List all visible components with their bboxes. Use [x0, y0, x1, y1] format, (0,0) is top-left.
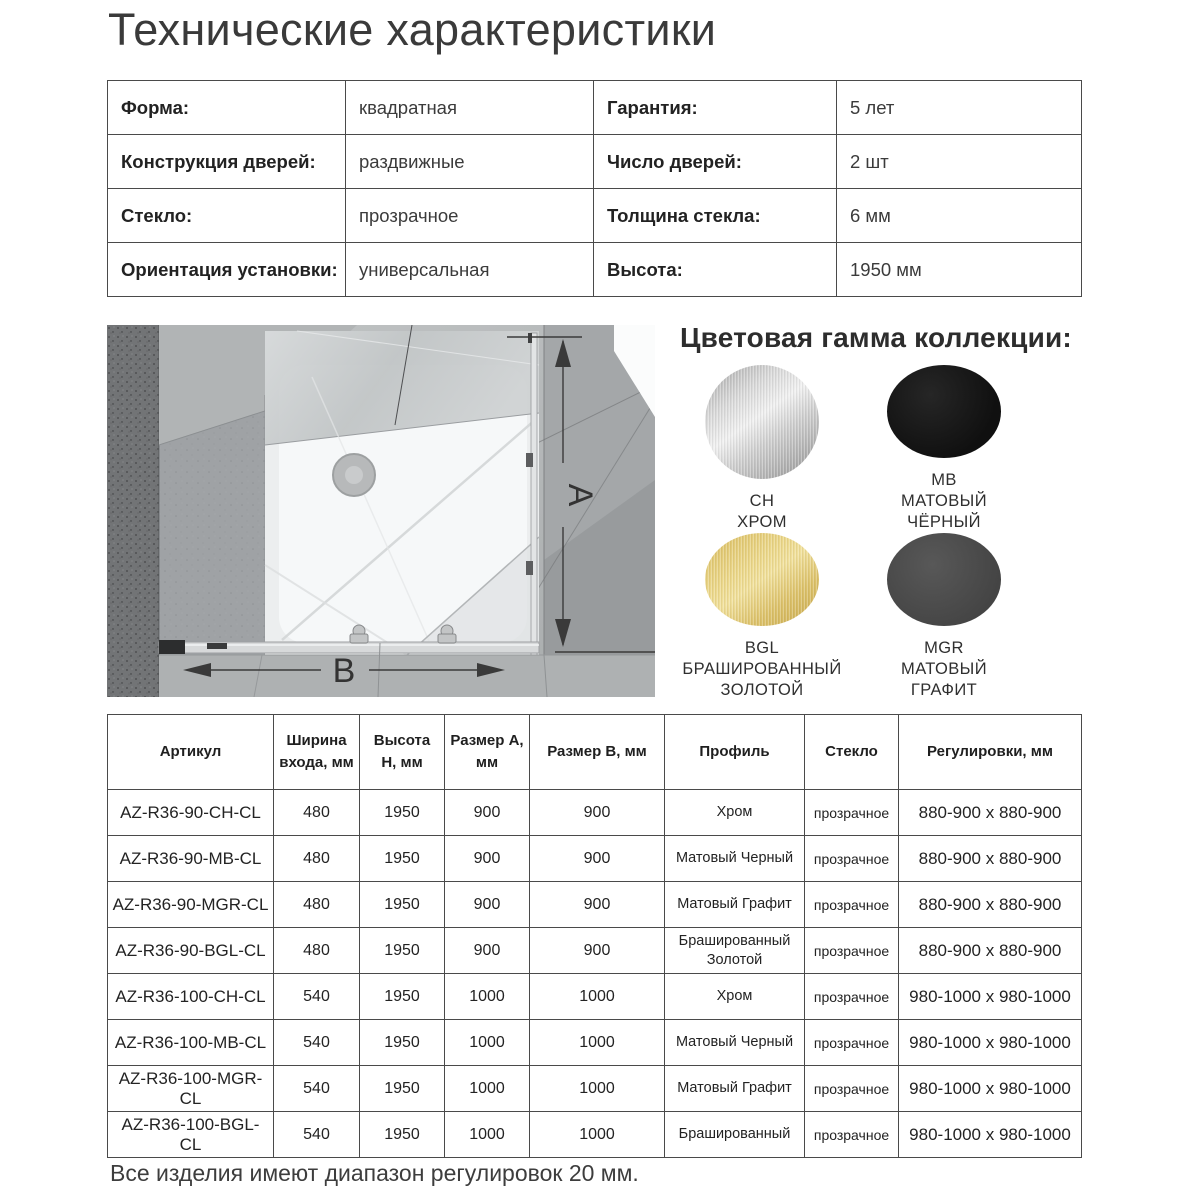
col-header-height: Высота H, мм	[360, 715, 445, 790]
swatch-code: CH	[749, 491, 775, 510]
cell-profile: Матовый Черный	[665, 836, 805, 882]
spec-label: Толщина стекла:	[594, 189, 837, 243]
col-header-adjustments: Регулировки, мм	[899, 715, 1082, 790]
cell-profile: Хром	[665, 790, 805, 836]
cell-size-b: 900	[530, 882, 665, 928]
table-row	[108, 836, 1082, 882]
table-header-row	[108, 715, 1082, 790]
cell-size-a: 1000	[445, 1020, 530, 1066]
col-header-article: Артикул	[108, 715, 274, 790]
swatch-name-line: ГРАФИТ	[910, 680, 978, 699]
table-row	[108, 1112, 1082, 1158]
cell-glass: прозрачное	[805, 1112, 899, 1158]
cell-size-b: 1000	[530, 974, 665, 1020]
cell-height: 1950	[360, 1112, 445, 1158]
cell-glass: прозрачное	[805, 882, 899, 928]
spec-value: прозрачное	[346, 189, 594, 243]
gold-color-swatch-icon	[705, 533, 819, 626]
cell-adjustments: 980-1000 x 980-1000	[899, 1020, 1082, 1066]
spec-row	[108, 135, 1082, 189]
cell-size-b: 1000	[530, 1020, 665, 1066]
cell-glass: прозрачное	[805, 928, 899, 974]
cell-height: 1950	[360, 790, 445, 836]
swatch-code: BGL	[744, 638, 780, 657]
col-header-entry-width: Ширина входа, мм	[274, 715, 360, 790]
table-row	[108, 974, 1082, 1020]
cell-adjustments: 980-1000 x 980-1000	[899, 1066, 1082, 1112]
cell-adjustments: 880-900 x 880-900	[899, 928, 1082, 974]
shower-tray	[265, 325, 539, 655]
cell-height: 1950	[360, 882, 445, 928]
color-palette-section	[671, 322, 1091, 701]
col-header-size-b: Размер B, мм	[530, 715, 665, 790]
swatch-grid	[671, 365, 1091, 701]
cell-glass: прозрачное	[805, 790, 899, 836]
spec-value: 5 лет	[837, 81, 1082, 135]
swatch-brushed-gold	[682, 533, 841, 701]
cell-size-a: 900	[445, 790, 530, 836]
spec-label: Ориентация установки:	[108, 243, 346, 297]
swatch-name-line: ЗОЛОТОЙ	[720, 680, 804, 699]
col-header-profile: Профиль	[665, 715, 805, 790]
cell-article: AZ-R36-90-BGL-CL	[108, 928, 274, 974]
cell-article: AZ-R36-90-MB-CL	[108, 836, 274, 882]
spec-row	[108, 189, 1082, 243]
cell-glass: прозрачное	[805, 1020, 899, 1066]
cell-size-a: 900	[445, 928, 530, 974]
dimension-b-label: B	[332, 652, 356, 690]
swatch-name-line: ХРОМ	[737, 512, 787, 531]
chrome-color-swatch-icon	[705, 365, 819, 479]
cell-entry-width: 480	[274, 790, 360, 836]
cell-profile: Матовый Графит	[665, 1066, 805, 1112]
spec-label: Число дверей:	[594, 135, 837, 189]
spec-row	[108, 81, 1082, 135]
cell-adjustments: 980-1000 x 980-1000	[899, 974, 1082, 1020]
swatch-label	[682, 638, 841, 701]
cell-glass: прозрачное	[805, 974, 899, 1020]
swatch-label	[737, 491, 787, 533]
page-title: Технические характеристики	[108, 4, 717, 55]
table-row	[108, 790, 1082, 836]
cell-adjustments: 880-900 x 880-900	[899, 882, 1082, 928]
swatch-label	[901, 470, 987, 533]
shower-top-view-illustration	[107, 325, 655, 697]
cell-glass: прозрачное	[805, 1066, 899, 1112]
spec-label: Высота:	[594, 243, 837, 297]
cell-profile: Матовый Графит	[665, 882, 805, 928]
cell-adjustments: 880-900 x 880-900	[899, 836, 1082, 882]
swatch-name-line: МАТОВЫЙ	[901, 659, 987, 678]
col-header-size-a: Размер A, мм	[445, 715, 530, 790]
cell-size-a: 900	[445, 836, 530, 882]
swatch-matte-black	[887, 365, 1001, 533]
table-row	[108, 1066, 1082, 1112]
spec-row	[108, 243, 1082, 297]
cell-entry-width: 540	[274, 974, 360, 1020]
cell-article: AZ-R36-100-CH-CL	[108, 974, 274, 1020]
cell-height: 1950	[360, 928, 445, 974]
cell-article: AZ-R36-100-BGL-CL	[108, 1112, 274, 1158]
product-top-view-diagram	[107, 325, 655, 697]
swatch-chrome	[705, 365, 819, 533]
cell-entry-width: 480	[274, 882, 360, 928]
cell-size-b: 900	[530, 836, 665, 882]
cell-entry-width: 480	[274, 836, 360, 882]
product-table	[107, 714, 1082, 1158]
swatch-name-line: ЧЁРНЫЙ	[907, 512, 981, 531]
cell-entry-width: 480	[274, 928, 360, 974]
cell-size-b: 1000	[530, 1066, 665, 1112]
drain-center-icon	[345, 466, 363, 484]
swatch-code: MB	[931, 470, 957, 489]
spec-table	[107, 80, 1082, 297]
cell-article: AZ-R36-90-MGR-CL	[108, 882, 274, 928]
table-row	[108, 882, 1082, 928]
cell-size-a: 1000	[445, 1112, 530, 1158]
table-row	[108, 1020, 1082, 1066]
cell-size-b: 900	[530, 790, 665, 836]
spec-value: квадратная	[346, 81, 594, 135]
spec-value: универсальная	[346, 243, 594, 297]
swatch-matte-graphite	[887, 533, 1001, 701]
swatch-name-line: БРАШИРОВАННЫЙ	[682, 659, 842, 678]
cell-height: 1950	[360, 974, 445, 1020]
spec-label: Конструкция дверей:	[108, 135, 346, 189]
swatch-code: MGR	[924, 638, 964, 657]
cell-article: AZ-R36-100-MGR-CL	[108, 1066, 274, 1112]
palette-heading: Цветовая гамма коллекции:	[680, 322, 1072, 353]
cell-entry-width: 540	[274, 1112, 360, 1158]
table-row	[108, 928, 1082, 974]
cell-profile: Матовый Черный	[665, 1020, 805, 1066]
spec-value: 1950 мм	[837, 243, 1082, 297]
swatch-label	[901, 638, 987, 701]
cell-adjustments: 980-1000 x 980-1000	[899, 1112, 1082, 1158]
cell-entry-width: 540	[274, 1020, 360, 1066]
cell-size-a: 900	[445, 882, 530, 928]
spec-value: раздвижные	[346, 135, 594, 189]
cell-size-b: 900	[530, 928, 665, 974]
cell-size-a: 1000	[445, 1066, 530, 1112]
cell-article: AZ-R36-100-MB-CL	[108, 1020, 274, 1066]
spec-value: 6 мм	[837, 189, 1082, 243]
cell-height: 1950	[360, 1020, 445, 1066]
footnote: Все изделия имеют диапазон регулировок 20 мм.	[110, 1160, 639, 1186]
cell-profile: Брашированный	[665, 1112, 805, 1158]
cell-height: 1950	[360, 1066, 445, 1112]
spec-label: Форма:	[108, 81, 346, 135]
cell-size-b: 1000	[530, 1112, 665, 1158]
col-header-glass: Стекло	[805, 715, 899, 790]
graphite-color-swatch-icon	[887, 533, 1001, 626]
black-color-swatch-icon	[887, 365, 1001, 458]
spec-label: Стекло:	[108, 189, 346, 243]
swatch-name-line: МАТОВЫЙ	[901, 491, 987, 510]
cell-article: AZ-R36-90-CH-CL	[108, 790, 274, 836]
cell-height: 1950	[360, 836, 445, 882]
cell-profile: Хром	[665, 974, 805, 1020]
dimension-a-label: A	[561, 483, 599, 507]
cell-size-a: 1000	[445, 974, 530, 1020]
cell-glass: прозрачное	[805, 836, 899, 882]
cell-profile: Брашированный Золотой	[665, 928, 805, 974]
cell-entry-width: 540	[274, 1066, 360, 1112]
cell-adjustments: 880-900 x 880-900	[899, 790, 1082, 836]
spec-value: 2 шт	[837, 135, 1082, 189]
spec-label: Гарантия:	[594, 81, 837, 135]
